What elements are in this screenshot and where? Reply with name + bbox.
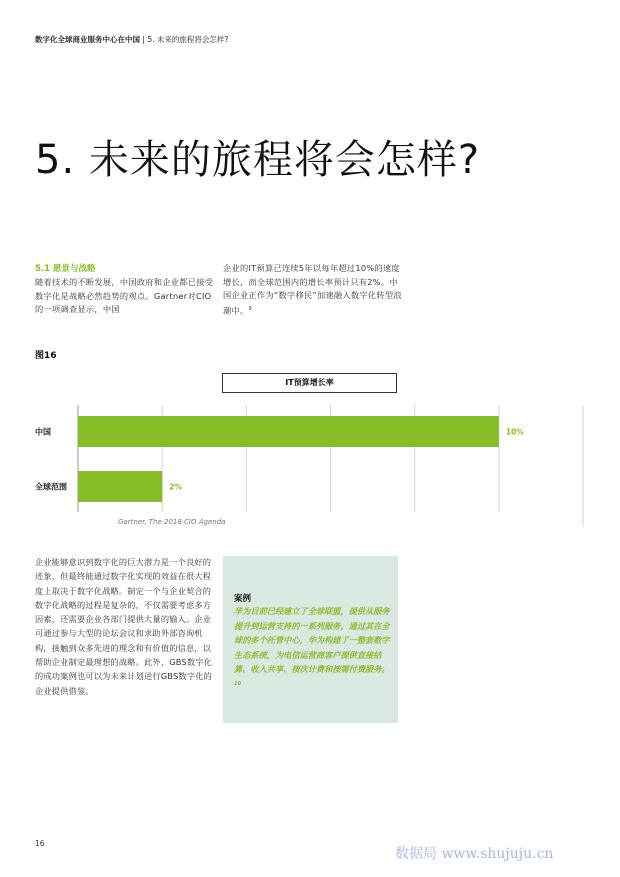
footnote-ref-10: 10 <box>234 680 241 687</box>
figure-label: 图16 <box>35 351 57 361</box>
case-body <box>234 604 392 693</box>
footnote-ref-9: 9 <box>248 305 252 312</box>
category-label: 中国 <box>35 427 51 437</box>
chart-title: IT预算增长率 <box>222 373 397 393</box>
page-number: 16 <box>35 839 45 848</box>
section-heading: 5.1 愿景与战略 <box>35 264 96 274</box>
case-box <box>223 556 398 723</box>
bar-chart <box>0 360 620 540</box>
case-heading: 案例 <box>234 594 252 604</box>
running-header <box>35 34 228 45</box>
watermark-text: 数据局 www.shujuju.cn <box>395 846 554 862</box>
page-title: 5. 未来的旅程将会怎样? <box>35 137 481 183</box>
bar-0 <box>78 416 499 447</box>
case-body-text: 华为目前已经建立了全球联盟，提供从服务提升到运营支持的一系列服务，通过其在全球的多个托管中心，华为构建了一整套数字生态系统，为电信运营商客户提供直接结算、收入共享、按次计费和按需付费服务。 <box>234 606 390 674</box>
header-doc-title: 数字化全球商业服务中心在中国 <box>35 35 140 44</box>
body-paragraph: 企业能够意识到数字化的巨大潜力是一个良好的迹象，但最终能通过数字化实现的效益在很大程度上取决于数字化战略。制定一个与企业契合的数字化战略的过程是复杂的，不仅需要考虑多方因素，还需要企业各部门提供大量的输入。企业可通过参与大型的论坛会议和求助外部咨询机构，接触到众多先进的理念和有价值的信息，以帮助企业制定最理想的战略。此外，GBS数字化的成功案例也可以为未来计划进行GBS数字化的企业提供借鉴。 <box>35 557 212 696</box>
data-label: 2% <box>169 482 182 492</box>
header-chapter: 5. 未来的旅程将会怎样? <box>147 35 229 44</box>
data-label: 10% <box>505 427 524 437</box>
intro-column-2-text: 企业的IT预算已连续5年以每年超过10%的速度增长，而全球范围内的增长率预计只有2%。中国企业正作为“数字移民”加速融入数字化转型浪潮中。 <box>223 263 402 316</box>
header-separator: | <box>142 35 145 44</box>
bar-1 <box>78 471 162 502</box>
intro-column-1: 随着技术的不断发展，中国政府和企业都已接受数字化是战略必然趋势的观点。Gartner对CIO的一项调查显示，中国 <box>35 277 214 314</box>
chart-source: Gartner, The 2018 CIO Agenda <box>118 518 226 526</box>
intro-column-2 <box>223 262 403 318</box>
category-label: 全球范围 <box>35 482 67 492</box>
